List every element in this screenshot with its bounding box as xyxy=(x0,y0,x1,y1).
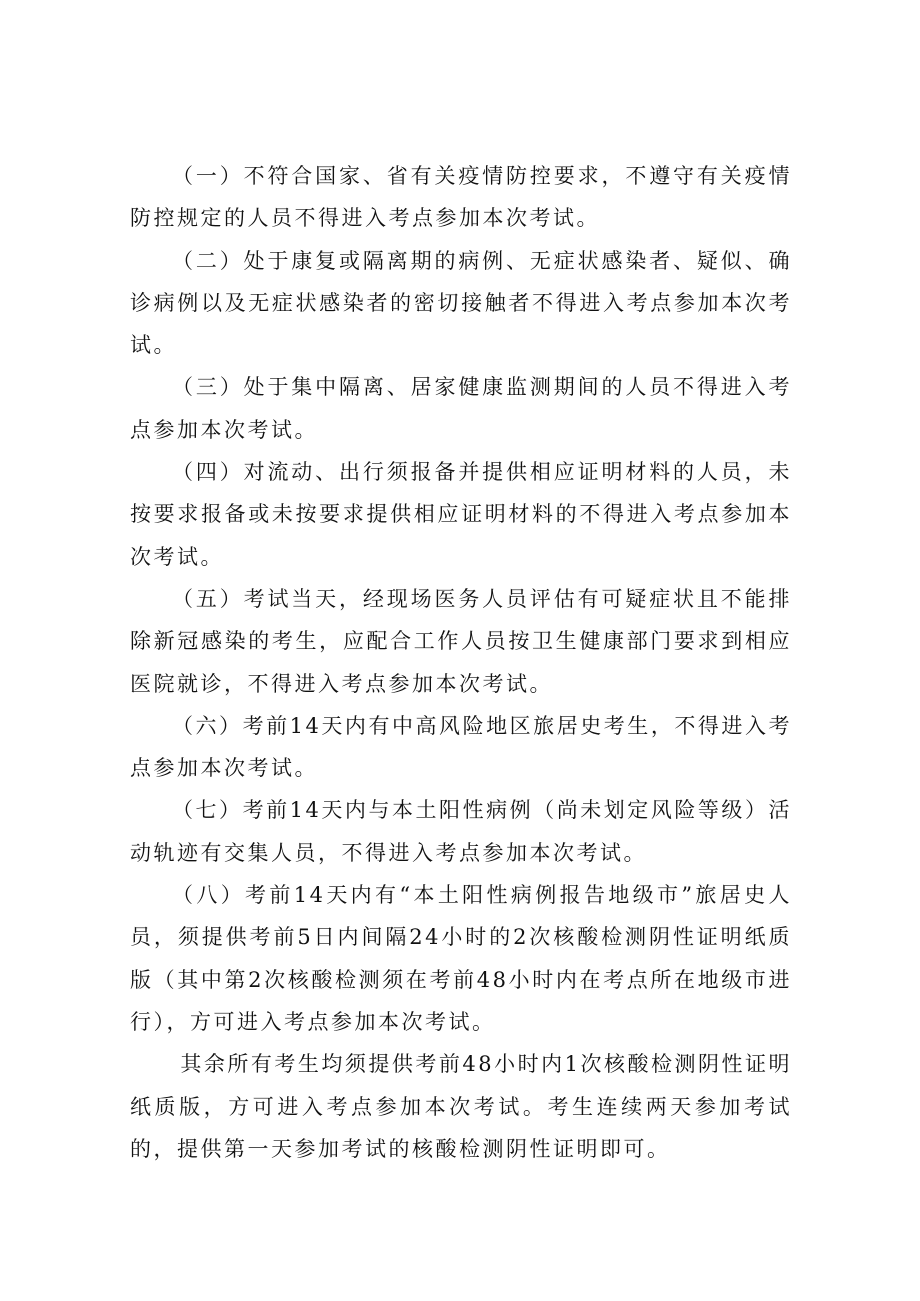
paragraph-5: （五）考试当天，经现场医务人员评估有可疑症状且不能排除新冠感染的考生，应配合工作人员按卫生健康部门要求到相应医院就诊，不得进入考点参加本次考试。 xyxy=(130,586,792,696)
document-body xyxy=(130,155,792,1170)
paragraph-9: 其余所有考生均须提供考前48小时内1次核酸检测阴性证明纸质版，方可进入考点参加本次考试。考生连续两天参加考试的，提供第一天参加考试的核酸检测阴性证明即可。 xyxy=(130,1052,792,1161)
paragraph-7: （七）考前14天内与本土阳性病例（尚未划定风险等级）活动轨迹有交集人员，不得进入考点参加本次考试。 xyxy=(130,798,792,865)
paragraph-1: （一）不符合国家、省有关疫情防控要求，不遵守有关疫情防控规定的人员不得进入考点参加本次考试。 xyxy=(130,164,792,231)
paragraph-8: （八）考前14天内有“本土阳性病例报告地级市”旅居史人员，须提供考前5日内间隔24小时的2次核酸检测阴性证明纸质版（其中第2次核酸检测须在考前48小时内在考点所在地级市进行），方可进入考点参加本次考试。 xyxy=(130,883,792,1034)
paragraph-2: （二）处于康复或隔离期的病例、无症状感染者、疑似、确诊病例以及无症状感染者的密切接触者不得进入考点参加本次考试。 xyxy=(130,248,792,358)
paragraph-6: （六）考前14天内有中高风险地区旅居史考生，不得进入考点参加本次考试。 xyxy=(130,713,792,781)
paragraph-4: （四）对流动、出行须报备并提供相应证明材料的人员，未按要求报备或未按要求提供相应证明材料的不得进入考点参加本次考试。 xyxy=(130,460,792,569)
paragraph-3: （三）处于集中隔离、居家健康监测期间的人员不得进入考点参加本次考试。 xyxy=(130,375,792,442)
